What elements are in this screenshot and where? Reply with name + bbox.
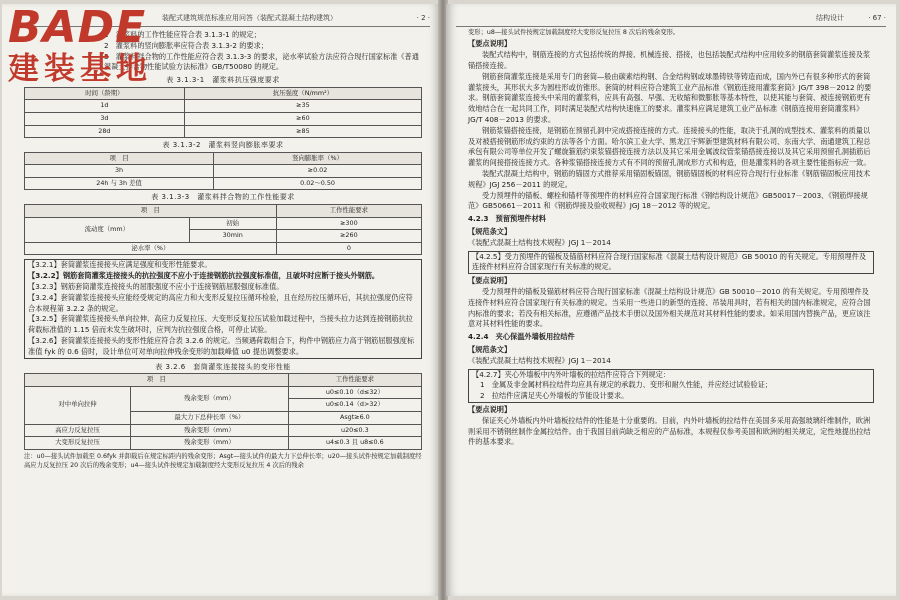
paragraph: 受力预埋件的锚板及锚筋材料应符合现行国家标准《混凝土结构设计规范》GB 50010－2010 的有关规定。专用预埋件及连接件材料应符合国家现行有关标准的规定。当采用一些进口的新型的连接、吊装用具时，若有相关的国内标准规定，应符合国内标准的要求；若没有相关标准，应遵循产品技术手册以及国外相关规范对其材料性能的要求。如采用国内替换产品，更应该注意对其材料性能的要求。 — [468, 286, 871, 329]
expansion-table — [24, 152, 422, 191]
table-row: 大变形反复拉压 残余变形（mm） u4≤0.3 且 u8≤0.6 — [25, 437, 422, 450]
paragraph: 装配式结构中，钢筋连接的方式包括传统的焊接、机械连接、搭接，也包括装配式结构中应用较多的钢筋套筒灌浆连接及浆锚搭接连接。 — [468, 50, 871, 71]
brand-logo — [8, 6, 186, 100]
section-label: 【要点说明】 — [468, 39, 512, 49]
table-caption: 表 3.1.3-2 灌浆料竖向膨胀率要求 — [162, 141, 284, 150]
left-page — [2, 4, 440, 596]
section-label: 【规范条文】 — [468, 226, 512, 236]
paragraph: 受力预埋件的锚板、螺栓和锚杆等预埋件的材料应符合国家现行标准《钢结构设计规范》GB50017－2003、《钢筋焊接规范》GB50661－2011 和《钢筋焊接及验收规程》JGJ 18－2012 等的规定。 — [468, 190, 868, 211]
table-row: 高应力反复拉压 残余变形（mm） u20≤0.3 — [25, 424, 422, 437]
note-continuation: 变形；u8—接头试件按规定加载制度经大变形反复拉压 8 次后的残余变形。 — [468, 29, 680, 36]
standard-title: 《装配式混凝土结构技术规程》JGJ 1－2014 — [468, 237, 611, 247]
clause-3-2-1: 【3.2.1】套筒灌浆连接接头应满足强度和变形性能要求。 — [28, 260, 212, 270]
table-row: 1d ≥35 — [25, 100, 422, 113]
clause-3-2-6: 【3.2.6】套筒灌浆连接接头的变形性能应符合表 3.2.6 的规定。当频遇荷载组合下，构件中钢筋应力高于钢筋屈服强度标准值 fyk 的 0.6 倍时，设计单位可对单向拉伸残余变形的加载峰值 u0 提出调整要求。 — [28, 335, 415, 356]
table-header: 抗压强度（N/mm²） — [184, 87, 421, 100]
table-row: 3d ≥60 — [25, 112, 422, 125]
table-row: 3h ≥0.02 — [25, 165, 422, 178]
logo-chinese: 建装基地 — [8, 51, 152, 87]
clause-box — [468, 369, 874, 403]
standard-title: 《装配式混凝土结构技术规程》JGJ 1－2014 — [468, 355, 611, 365]
table-row: 28d ≥85 — [25, 125, 422, 138]
right-header-title: 结构设计 — [816, 14, 844, 22]
table-row: 泌水率（%） 0 — [25, 242, 422, 255]
list-item: 2 灌浆料的竖向膨胀率应符合表 3.1.3-2 的要求； — [104, 40, 268, 50]
section-label: 【要点说明】 — [468, 404, 512, 414]
clause-box — [24, 259, 422, 358]
table-caption: 表 3.1.3-3 灌浆料拌合物的工作性能要求 — [151, 193, 295, 202]
table-row: 24h 与 3h 差值 0.02～0.50 — [25, 177, 422, 190]
clause-box — [468, 251, 874, 275]
paragraph: 钢筋浆锚搭接连接，是钢筋在预留孔洞中完成搭接连接的方式。连接接头的性能，取决于孔洞的成型技术、灌浆料的质量以及对被搭接钢筋形成约束的方法等各个方面。哈尔滨工业大学、黑龙江宇辉新型建筑材料有限公司、东南大学、南通建筑工程总承包有限公司等单位开发了螺旋箍筋约束浆锚搭接连接方法以及其它采用金属波纹管浆锚搭接连接以及其它采用预留孔洞插筋后灌浆的间接搭接连接方式。各种浆锚搭接连接方式有不同的预留孔洞成形方式和构造，但是灌浆料的各项主要性能指标应一致。 — [468, 125, 871, 168]
right-page-number: · 67 · — [868, 14, 886, 22]
paragraph: 钢筋套筒灌浆连接是采用专门的套筒—般由碳素结构钢、合金结构钢或球墨铸铁等铸造而成，国内外已有很多种形式的套筒灌浆接头，其形状大多为圆柱形或仿锥形。套筒的材料应符合建筑工业产品标准《钢筋连接用灌浆套筒》JG/T 398－2012 的要求。钢筋套筒灌浆连接头中采用的灌浆料，应具有高强、早强、无收缩和微膨胀等基本特性，以使其能与套筒、被连接钢筋更有效地结合在一起共同工作，同时满足装配式结构快速施工的要求。灌浆料应满足建筑工业产品标准《钢筋连接用套筒灌浆料》JG/T 408－2013 的要求。 — [468, 71, 872, 125]
right-content — [468, 28, 874, 448]
table-row: 对中单向拉伸 残余变形（mm） u0≤0.10（d≤32） — [25, 386, 422, 399]
section-heading: 4.2.3 预留预埋件材料 — [468, 214, 546, 224]
logo-latin: BADE — [8, 4, 147, 53]
section-label: 【规范条文】 — [468, 344, 512, 354]
list-item: 2 拉结件应满足夹心外墙板的节能设计要求。 — [480, 391, 629, 401]
right-page — [446, 4, 896, 596]
table-row: u0≤0.14（d>32） — [25, 399, 422, 412]
table-header: 项 目 — [25, 374, 289, 387]
right-page-header — [456, 13, 886, 27]
table-header: 工作性能要求 — [276, 204, 421, 217]
table-row: 最大力下总伸长率（%） Asgt≥6.0 — [25, 411, 422, 424]
clause-4-2-7: 【4.2.7】夹心外墙板中内外叶墙板的拉结件应符合下列规定： — [472, 369, 670, 379]
table-header: 工作性能要求 — [288, 374, 421, 387]
table-note: 注：u0—接头试件加载至 0.6fyk 并卸载后在规定标距内的残余变形；Asgt—接头试件的最大力下总伸长率；u20—接头试件按规定加载制度经高应力反复拉压 20 次后的残余变形；u4—接头试件按规定加载制度经大变形反复拉压 4 次后的残余 — [24, 452, 422, 470]
table-caption: 表 3.2.6 套筒灌浆连接接头的变形性能 — [155, 362, 291, 371]
clause-4-2-5: 【4.2.5】受力预埋件的锚板及锚筋材料应符合现行国家标准《混凝土结构设计规范》GB 50010 的有关规定。专用预埋件及连接件材料应符合国家现行有关标准的规定。 — [472, 251, 867, 272]
list-item: 1 金属及非金属材料拉结件均应具有规定的承载力、变形和耐久性能，并应经过试验验证； — [480, 380, 773, 390]
table-caption: 表 3.1.3-1 灌浆料抗压强度要求 — [166, 76, 280, 85]
paragraph: 装配式混凝土结构中，钢筋的锚固方式推荐采用锚固板锚固，钢筋锚固板的材料应符合现行行业标准《钢筋锚固板应用技术规程》JGJ 256－2011 的规定。 — [468, 169, 871, 189]
table-header: 时间（龄期） — [25, 87, 185, 100]
list-item: 3 灌浆料拌合物的工作性能应符合表 3.1.3-3 的要求，泌水率试验方法应符合现行国家标准《普通混凝土拌合物性能试验方法标准》GB/T50080 的规定。 — [104, 51, 419, 72]
clause-3-2-5: 【3.2.5】套筒灌浆连接接头单向拉伸、高应力反复拉压、大变形反复拉压试验加载过程中，当接头拉力达到连接钢筋抗拉荷载标准值的 1.15 倍而未发生破坏时，应判为抗拉强度合格，可停止试验。 — [28, 314, 413, 335]
table-row: 30min ≥260 — [25, 230, 422, 243]
clause-3-2-3: 【3.2.3】钢筋套筒灌浆连接接头的屈服强度不应小于连接钢筋屈服强度标准值。 — [28, 281, 284, 291]
workability-table — [24, 204, 422, 255]
clause-3-2-4: 【3.2.4】套筒灌浆连接接头应能经受规定的高应力和大变形反复拉压循环检验，且在经历拉压循环后，其抗拉强度仍应符合本规程第 3.2.2 条的规定。 — [28, 292, 413, 313]
list-item: 1 灌浆料的工作性能应符合表 3.1.3-1 的规定； — [104, 30, 261, 39]
section-label: 【要点说明】 — [468, 276, 512, 286]
clause-3-2-2: 【3.2.2】钢筋套筒灌浆连接接头的抗拉强度不应小于连接钢筋抗拉强度标准值，且破坏时应断于接头外钢筋。 — [28, 271, 380, 281]
table-header: 项 目 — [25, 152, 214, 165]
section-heading: 4.2.4 夹心保温外墙板用拉结件 — [468, 332, 575, 342]
deformation-table — [24, 373, 422, 450]
table-row: 流动度（mm） 初始 ≥300 — [25, 217, 422, 230]
table-header: 竖向膨胀率（%） — [214, 152, 422, 165]
table-header: 项 目 — [25, 204, 277, 217]
paragraph: 保证夹心外墙板内外叶墙板拉结件的性能是十分重要的。目前，内外叶墙板的拉结件在美国多采用高强玻璃纤维制作，欧洲则采用不锈钢丝制作金属拉结件。由于我国目前尚缺乏相应的产品标准，本规程仅参考美国和欧洲的相关规定，定性地提出拉结件的基本要求。 — [468, 415, 871, 447]
left-header-title: 装配式建筑规范标准应用问答（装配式混凝土结构建筑） — [162, 14, 337, 22]
left-page-number: · 2 · — [416, 14, 430, 22]
